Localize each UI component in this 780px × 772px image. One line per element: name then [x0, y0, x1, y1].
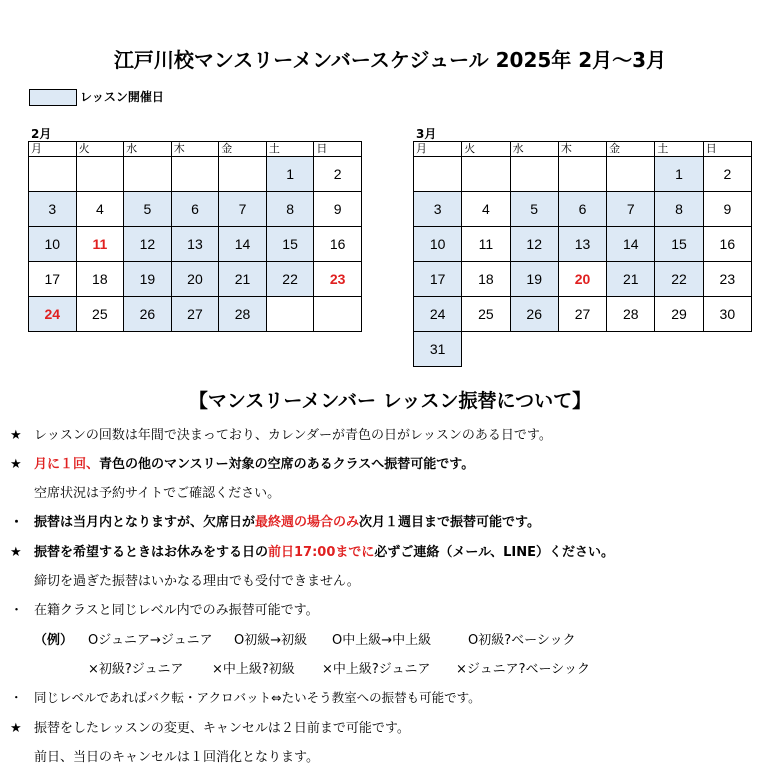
weekday-cell: 火: [76, 142, 124, 157]
day-cell: 5: [510, 192, 558, 227]
note-text: 同じレベルであればバク転・アクロバット⇔たいそう教室への振替も可能です。: [34, 690, 481, 705]
note-highlight: 前日17:00までに: [268, 545, 375, 560]
note-text: 青色の他のマンスリー対象の空席のあるクラスへ振替可能です。: [99, 457, 475, 472]
empty-day-cell: [29, 157, 77, 192]
note-text: 在籍クラスと同じレベル内でのみ振替可能です。: [34, 603, 319, 618]
empty-day-cell: [219, 157, 267, 192]
day-cell: 23: [314, 262, 362, 297]
day-cell: 13: [171, 227, 219, 262]
week-row: [414, 262, 752, 297]
week-row: [29, 262, 362, 297]
note-text: レッスンの回数は年間で決まっており、カレンダーが青色の日がレッスンのある日です。: [34, 428, 552, 443]
day-cell: 20: [171, 262, 219, 297]
day-cell: 23: [703, 262, 751, 297]
day-cell: 29: [655, 297, 703, 332]
note-highlight: 月に１回、: [34, 457, 100, 472]
empty-day-cell: [558, 157, 606, 192]
day-cell: 26: [510, 297, 558, 332]
day-cell: 3: [414, 192, 462, 227]
star-icon: ★: [10, 721, 22, 736]
weekday-cell: 水: [510, 142, 558, 157]
weekday-cell: 月: [414, 142, 462, 157]
week-row: [29, 297, 362, 332]
empty-day-cell: [266, 297, 314, 332]
day-cell: 30: [703, 297, 751, 332]
empty-day-cell: [124, 157, 172, 192]
day-cell: 11: [462, 227, 510, 262]
day-cell: 5: [124, 192, 172, 227]
example-item: ×中上級?ジュニア: [322, 662, 431, 677]
example-item: O初級?ベーシック: [468, 633, 576, 648]
weekday-cell: 土: [266, 142, 314, 157]
day-cell: 2: [703, 157, 751, 192]
day-cell: 18: [76, 262, 124, 297]
bullet-icon: ・: [10, 690, 23, 705]
day-cell: 18: [462, 262, 510, 297]
day-cell: 7: [219, 192, 267, 227]
day-cell: 14: [219, 227, 267, 262]
week-row: [414, 297, 752, 332]
day-cell: 15: [655, 227, 703, 262]
month-label-mar: 3月: [416, 127, 437, 141]
legend-swatch: [29, 89, 77, 106]
empty-day-cell: [171, 157, 219, 192]
star-icon: ★: [10, 545, 22, 560]
weekday-cell: 水: [124, 142, 172, 157]
bullet-icon: ・: [10, 603, 24, 618]
week-row: [414, 332, 752, 367]
day-cell: 8: [266, 192, 314, 227]
day-cell: 11: [76, 227, 124, 262]
week-row: [29, 192, 362, 227]
note-late-cancel: 前日、当日のキャンセルは１回消化となります。: [34, 750, 319, 765]
day-cell: 4: [462, 192, 510, 227]
day-cell: 24: [29, 297, 77, 332]
empty-day-cell: [414, 157, 462, 192]
note-text: 振替をしたレッスンの変更、キャンセルは２日前まで可能です。: [34, 721, 410, 736]
day-cell: 20: [558, 262, 606, 297]
weekday-cell: 木: [171, 142, 219, 157]
week-row: [29, 227, 362, 262]
example-ok-row: [34, 629, 576, 648]
day-cell: 17: [29, 262, 77, 297]
day-cell: 9: [314, 192, 362, 227]
day-cell: 15: [266, 227, 314, 262]
weekday-cell: 金: [607, 142, 655, 157]
weekday-cell: 土: [655, 142, 703, 157]
day-cell: 1: [266, 157, 314, 192]
weekday-cell: 金: [219, 142, 267, 157]
day-cell: 2: [314, 157, 362, 192]
day-cell: 25: [462, 297, 510, 332]
month-label-feb: 2月: [31, 127, 52, 141]
section-title: 【マンスリーメンバー レッスン振替について】: [188, 390, 592, 412]
calendar-february: [28, 141, 362, 332]
note-text: 振替は当月内となりますが、欠席日が: [34, 515, 256, 530]
empty-day-cell: [607, 332, 655, 367]
day-cell: 7: [607, 192, 655, 227]
note-monthly-transfer: [10, 453, 474, 472]
weekday-cell: 木: [558, 142, 606, 157]
calendar-march: [413, 141, 752, 367]
example-label: （例）: [34, 633, 74, 648]
day-cell: 27: [558, 297, 606, 332]
weekday-header-row: [414, 142, 752, 157]
example-item: ×中上級?初級: [212, 662, 295, 677]
day-cell: 27: [171, 297, 219, 332]
empty-day-cell: [76, 157, 124, 192]
example-item: ×初級?ジュニア: [88, 662, 184, 677]
weekday-cell: 日: [703, 142, 751, 157]
day-cell: 19: [124, 262, 172, 297]
empty-day-cell: [462, 157, 510, 192]
example-item: Oジュニア→ジュニア: [88, 633, 213, 648]
example-ng-row: [88, 658, 590, 677]
day-cell: 22: [266, 262, 314, 297]
day-cell: 16: [314, 227, 362, 262]
star-icon: ★: [10, 457, 22, 472]
note-lesson-count: [10, 424, 552, 443]
day-cell: 19: [510, 262, 558, 297]
legend-label: レッスン開催日: [80, 90, 164, 104]
day-cell: 8: [655, 192, 703, 227]
day-cell: 4: [76, 192, 124, 227]
note-text: 振替を希望するときはお休みをする日の: [34, 545, 269, 560]
example-item: O中上級→中上級: [332, 633, 432, 648]
day-cell: 24: [414, 297, 462, 332]
day-cell: 22: [655, 262, 703, 297]
weekday-cell: 月: [29, 142, 77, 157]
day-cell: 13: [558, 227, 606, 262]
week-row: [29, 157, 362, 192]
empty-day-cell: [510, 157, 558, 192]
day-cell: 17: [414, 262, 462, 297]
day-cell: 21: [607, 262, 655, 297]
example-item: ×ジュニア?ベーシック: [456, 662, 591, 677]
day-cell: 9: [703, 192, 751, 227]
page-title: 江戸川校マンスリーメンバースケジュール 2025年 2月〜3月: [113, 48, 667, 72]
note-highlight: 最終週の場合のみ: [255, 515, 360, 530]
day-cell: 25: [76, 297, 124, 332]
day-cell: 14: [607, 227, 655, 262]
day-cell: 12: [510, 227, 558, 262]
day-cell: 6: [171, 192, 219, 227]
empty-day-cell: [703, 332, 751, 367]
week-row: [414, 227, 752, 262]
empty-day-cell: [462, 332, 510, 367]
day-cell: 10: [414, 227, 462, 262]
day-cell: 3: [29, 192, 77, 227]
day-cell: 28: [219, 297, 267, 332]
note-text: 次月１週目まで振替可能です。: [359, 515, 540, 530]
day-cell: 1: [655, 157, 703, 192]
bullet-icon: ・: [10, 515, 24, 530]
week-row: [414, 192, 752, 227]
day-cell: 31: [414, 332, 462, 367]
empty-day-cell: [510, 332, 558, 367]
star-icon: ★: [10, 428, 22, 443]
day-cell: 6: [558, 192, 606, 227]
week-row: [414, 157, 752, 192]
day-cell: 21: [219, 262, 267, 297]
note-same-level: [10, 599, 319, 618]
note-acrobat-transfer: [10, 688, 481, 706]
day-cell: 10: [29, 227, 77, 262]
empty-day-cell: [314, 297, 362, 332]
weekday-header-row: [29, 142, 362, 157]
day-cell: 16: [703, 227, 751, 262]
day-cell: 12: [124, 227, 172, 262]
note-cancel-policy: [10, 717, 410, 736]
note-transfer-period: [10, 511, 540, 530]
empty-day-cell: [558, 332, 606, 367]
weekday-cell: 日: [314, 142, 362, 157]
note-availability: 空席状況は予約サイトでご確認ください。: [34, 486, 281, 501]
empty-day-cell: [655, 332, 703, 367]
example-item: O初級→初級: [234, 633, 308, 648]
note-deadline-strict: 締切を過ぎた振替はいかなる理由でも受付できません。: [34, 574, 360, 589]
note-contact-deadline: [10, 541, 614, 560]
weekday-cell: 火: [462, 142, 510, 157]
empty-day-cell: [607, 157, 655, 192]
day-cell: 28: [607, 297, 655, 332]
note-text: 必ずご連絡（メール、LINE）ください。: [374, 545, 614, 560]
day-cell: 26: [124, 297, 172, 332]
